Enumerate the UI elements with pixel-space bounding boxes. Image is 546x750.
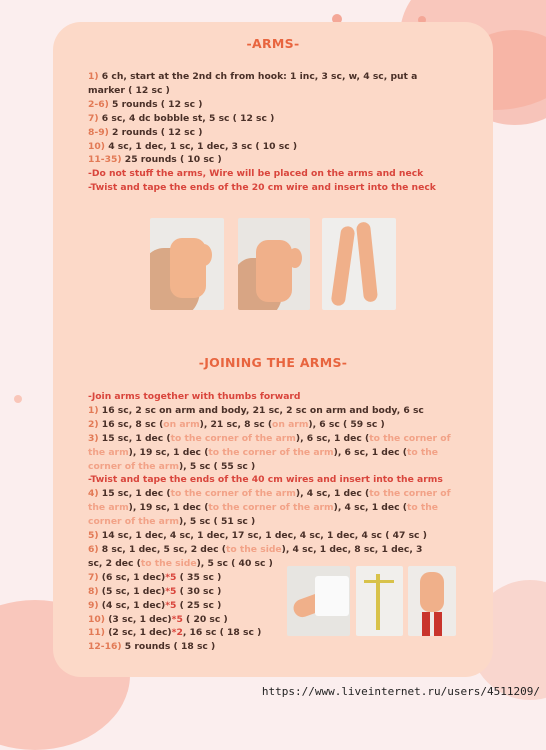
background-dot: [14, 395, 22, 403]
note: -Do not stuff the arms, Wire will be placed on the arms and neck: [88, 168, 424, 180]
list-item: 3) 15 sc, 1 dec (to the corner of the arm), 6 sc, 1 dec (to the corner of the arm), 19 sc, 1 dec (to the corner of the arm), 6 sc, 1 dec (to the corner of the arm), 5 sc ( 55 sc ): [88, 432, 451, 472]
list-item: 7) (6 sc, 1 dec)*5 ( 35 sc ): [88, 571, 222, 583]
list-item: 4) 15 sc, 1 dec (to the corner of the arm), 4 sc, 1 dec (to the corner of the arm), 19 sc, 1 dec (to the corner of the arm), 4 sc, 1 dec (to the corner of the arm), 5 sc ( 51 sc ): [88, 488, 451, 528]
list-item: 11) (2 sc, 1 dec)*2, 16 sc ( 18 sc ): [88, 627, 262, 639]
joining-instructions: [88, 390, 460, 654]
list-item: 6) 8 sc, 1 dec, 5 sc, 2 dec (to the side), 4 sc, 1 dec, 8 sc, 1 dec, 3: [88, 543, 423, 555]
list-item: 1) 16 sc, 2 sc on arm and body, 21 sc, 2 sc on arm and body, 6 sc: [88, 404, 424, 416]
list-item: 10) (3 sc, 1 dec)*5 ( 20 sc ): [88, 613, 228, 625]
joining-photo-3: [408, 566, 456, 636]
list-item: 5) 14 sc, 1 dec, 4 sc, 1 dec, 17 sc, 1 dec, 4 sc, 1 dec, 4 sc ( 47 sc ): [88, 530, 427, 542]
list-item: 2-6) 5 rounds ( 12 sc ): [88, 98, 203, 110]
joining-title: -JOINING THE ARMS-: [198, 355, 348, 370]
arms-title: -ARMS-: [246, 36, 300, 51]
list-item: 7) 6 sc, 4 dc bobble st, 5 sc ( 12 sc ): [88, 112, 275, 124]
arm-photo-2: [238, 218, 310, 310]
list-item: 12-16) 5 rounds ( 18 sc ): [88, 641, 216, 653]
arms-instructions: [88, 70, 460, 195]
list-item: 10) 4 sc, 1 dec, 1 sc, 1 dec, 3 sc ( 10 sc ): [88, 140, 298, 152]
note: -Join arms together with thumbs forward: [88, 391, 301, 402]
note: -Twist and tape the ends of the 20 cm wire and insert into the neck: [88, 182, 436, 194]
list-item: 2) 16 sc, 8 sc (on arm), 21 sc, 8 sc (on arm), 6 sc ( 59 sc ): [88, 418, 385, 430]
list-item: 1) 6 ch, start at the 2nd ch from hook: 1 inc, 3 sc, w, 4 sc, put a: [88, 71, 418, 82]
list-item: 8-9) 2 rounds ( 12 sc ): [88, 126, 203, 138]
joining-photo-2: [356, 566, 403, 636]
list-item: sc, 2 dec (to the side), 5 sc ( 40 sc ): [88, 557, 273, 569]
arm-photo-1: [150, 218, 224, 310]
list-item: 9) (4 sc, 1 dec)*5 ( 25 sc ): [88, 599, 222, 611]
note: -Twist and tape the ends of the 40 cm wires and insert into the arms: [88, 474, 443, 486]
arm-photo-3: [322, 218, 396, 310]
list-item: 11-35) 25 rounds ( 10 sc ): [88, 154, 222, 166]
source-url: https://www.liveinternet.ru/users/4511209/: [261, 685, 540, 698]
list-item: 8) (5 sc, 1 dec)*5 ( 30 sc ): [88, 585, 222, 597]
list-item: marker ( 12 sc ): [88, 84, 170, 96]
joining-photo-1: [287, 566, 350, 636]
